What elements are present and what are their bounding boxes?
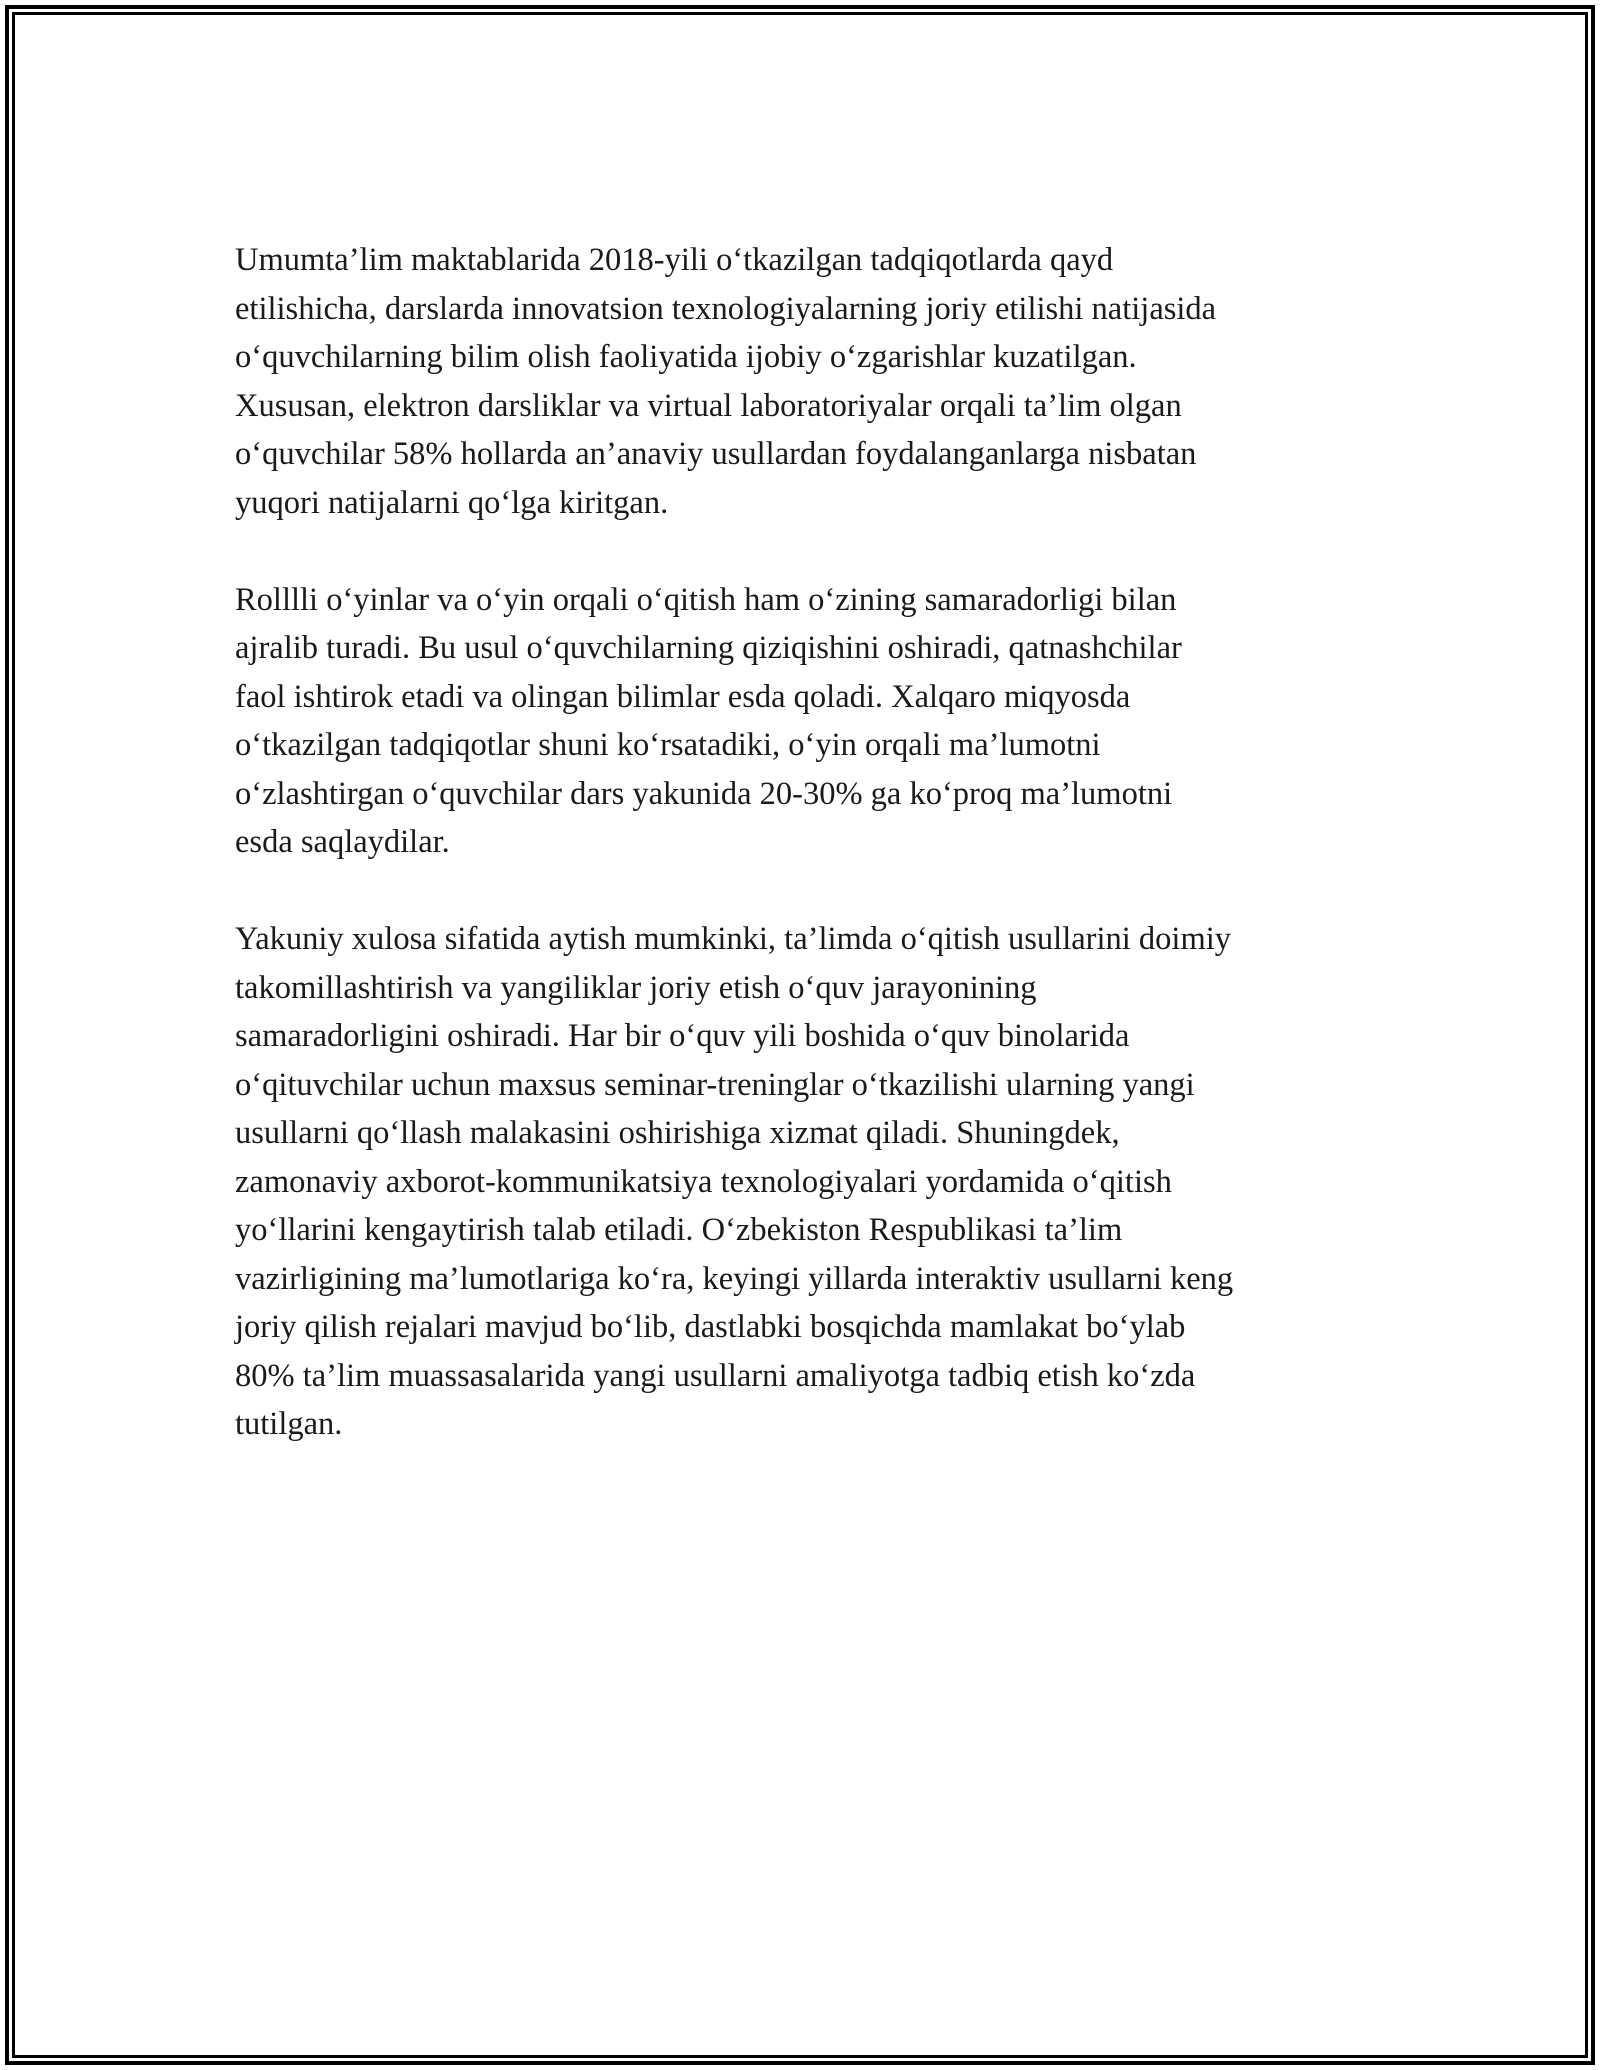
text-line: o‘qituvchilar uchun maxsus seminar-treninglar o‘tkazilishi ularning yangi	[235, 1066, 1195, 1103]
text-line: samaradorligini oshiradi. Har bir o‘quv yili boshida o‘quv binolarida	[235, 1018, 1130, 1054]
text-line: zamonaviy axborot-kommunikatsiya texnologiyalari yordamida o‘qitish	[235, 1163, 1172, 1200]
text-line: joriy qilish rejalari mavjud bo‘lib, dastlabki bosqichda mamlakat bo‘ylab	[235, 1309, 1186, 1345]
text-line: o‘quvchilar 58% hollarda an’anaviy usullardan foydalanganlarga nisbatan	[235, 436, 1197, 472]
text-line: Umumta’lim maktablarida 2018-yili o‘tkazilgan tadqiqotlarda qayd	[235, 242, 1114, 278]
text-line: esda saqlaydilar.	[235, 824, 450, 860]
paragraph-3	[235, 915, 1385, 1449]
text-line: Xususan, elektron darsliklar va virtual laboratoriyalar orqali ta’lim olgan	[235, 387, 1182, 424]
paragraph-1	[235, 236, 1385, 527]
document-body	[235, 236, 1385, 1497]
text-line: Yakuniy xulosa sifatida aytish mumkinki, ta’limda o‘qitish usullarini doimiy	[235, 921, 1232, 957]
text-line: vazirligining ma’lumotlariga ko‘ra, keyingi yillarda interaktiv usullarni keng	[235, 1260, 1234, 1297]
text-line: yuqori natijalarni qo‘lga kiritgan.	[235, 484, 669, 521]
text-line: o‘quvchilarning bilim olish faoliyatida ijobiy o‘zgarishlar kuzatilgan.	[235, 339, 1137, 375]
text-line: o‘zlashtirgan o‘quvchilar dars yakunida 20-30% ga ko‘proq ma’lumotni	[235, 775, 1173, 812]
text-line: Rolllli o‘yinlar va o‘yin orqali o‘qitish ham o‘zining samaradorligi bilan	[235, 581, 1177, 618]
text-line: ajralib turadi. Bu usul o‘quvchilarning qiziqishini oshiradi, qatnashchilar	[235, 630, 1182, 666]
text-line: usullarni qo‘llash malakasini oshirishiga xizmat qiladi. Shuningdek,	[235, 1115, 1120, 1151]
text-line: etilishicha, darslarda innovatsion texnologiyalarning joriy etilishi natijasida	[235, 290, 1217, 327]
text-line: takomillashtirish va yangiliklar joriy etish o‘quv jarayonining	[235, 969, 1037, 1006]
text-line: o‘tkazilgan tadqiqotlar shuni ko‘rsatadiki, o‘yin orqali ma’lumotni	[235, 727, 1101, 763]
text-line: faol ishtirok etadi va olingan bilimlar esda qoladi. Xalqaro miqyosda	[235, 678, 1131, 715]
text-line: yo‘llarini kengaytirish talab etiladi. O‘zbekiston Respublikasi ta’lim	[235, 1212, 1123, 1248]
paragraph-2	[235, 576, 1385, 867]
text-line: 80% ta’lim muassasalarida yangi usullarni amaliyotga tadbiq etish ko‘zda	[235, 1357, 1196, 1394]
text-line: tutilgan.	[235, 1406, 343, 1442]
